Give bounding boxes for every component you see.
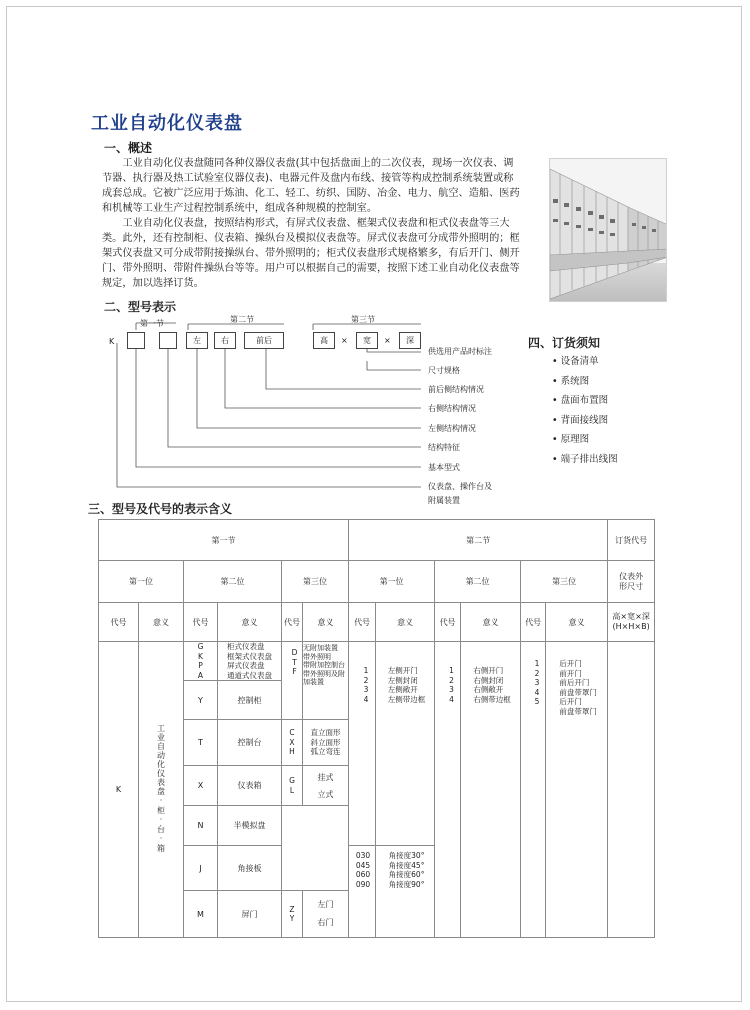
col-meaning: 意义 bbox=[139, 603, 184, 642]
model-box-left: 左 bbox=[186, 332, 208, 349]
note-structure: 结构特征 bbox=[428, 443, 460, 452]
note-optional-mark: 供选用产品时标注 bbox=[428, 347, 492, 356]
order-list bbox=[552, 352, 618, 469]
back-side-codes: 1 2 3 4 5 bbox=[534, 659, 540, 706]
col-code: 代号 bbox=[521, 603, 546, 642]
order-item: • 盘面布置图 bbox=[552, 391, 618, 411]
code-x-meaning: 仪表箱 bbox=[218, 766, 282, 806]
code-k-meaning bbox=[139, 642, 184, 938]
order-item: • 设备清单 bbox=[552, 352, 618, 372]
col-meaning: 意义 bbox=[376, 603, 435, 642]
col-code: 代号 bbox=[282, 603, 303, 642]
cxh-meanings: 直立面形 斜立面形 弧立弯连 bbox=[310, 728, 341, 757]
gkpa-meanings: 柜式仪表盘 框架式仪表盘 屏式仪表盘 通道式仪表盘 bbox=[227, 642, 272, 680]
right-side-codes: 1 2 3 4 bbox=[449, 666, 454, 704]
code-n: N bbox=[184, 806, 218, 846]
col-code: 代号 bbox=[99, 603, 139, 642]
col-meaning: 意义 bbox=[218, 603, 282, 642]
empty-cell bbox=[282, 806, 349, 891]
dtf-meanings: 无附加装置 带外照明 带附加控制台 带外照明及附加装置 bbox=[303, 644, 345, 686]
group-label-3: 第三节 bbox=[351, 315, 375, 324]
left-side-meanings: 左侧开门 左侧封闭 左侧敞开 左侧带边框 bbox=[387, 666, 426, 704]
section-model-heading: 二、型号表示 bbox=[104, 300, 177, 314]
order-item: • 系统图 bbox=[552, 372, 618, 392]
model-box-width: 宽 bbox=[356, 332, 378, 349]
col-code: 代号 bbox=[184, 603, 218, 642]
note-left: 左侧结构情况 bbox=[428, 424, 476, 433]
zy-right-door: 右门 bbox=[317, 918, 334, 927]
code-x: X bbox=[184, 766, 218, 806]
code-y: Y bbox=[184, 681, 218, 720]
back-side-meanings: 后开门 前开门 前后开门 前盘带罩门 后开门 前盘带罩门 bbox=[559, 659, 597, 716]
angle-codes: 030 045 060 090 bbox=[355, 851, 371, 889]
model-prefix: K bbox=[109, 337, 115, 346]
page-title: 工业自动化仪表盘 bbox=[91, 113, 243, 134]
code-table bbox=[98, 519, 655, 938]
code-m: M bbox=[184, 891, 218, 938]
group-label-1: 第一节 bbox=[140, 319, 164, 328]
code-t: T bbox=[184, 720, 218, 766]
zy-codes: Z Y bbox=[289, 904, 295, 923]
code-t-meaning: 控制台 bbox=[218, 720, 282, 766]
note-basic-type: 基本型式 bbox=[428, 463, 460, 472]
gkpa-codes: G K P A bbox=[197, 642, 204, 680]
col-meaning: 意义 bbox=[546, 603, 608, 642]
code-j: J bbox=[184, 846, 218, 891]
header-order-code: 订货代号 bbox=[608, 520, 655, 561]
gl-codes: G L bbox=[289, 776, 295, 795]
note-accessories: 附属装置 bbox=[428, 496, 460, 505]
code-k: K bbox=[99, 642, 139, 938]
model-box-height: 高 bbox=[313, 332, 335, 349]
model-box-depth: 深 bbox=[399, 332, 421, 349]
model-box-right: 右 bbox=[214, 332, 236, 349]
code-k-meaning-text: 工业自动化仪表盘·柜·台·箱 bbox=[156, 724, 166, 853]
overview-paragraph-1: 工业自动化仪表盘随同各种仪器仪表盘(其中包括盘面上的二次仪表，现场一次仪表、调节器、执行器及热工试验室仪器仪表)、电器元件及盘内布线、接管等构成控制系统装置或称成套总成。它被广泛应用于炼油、化工、轻工、纺织、国防、冶金、电力、航空、造船、医药和机械等工业生产过程控制系统中，组成各种规模的控制室。 bbox=[102, 158, 520, 214]
times-sign-1: × bbox=[341, 336, 348, 345]
code-j-meaning: 角接板 bbox=[218, 846, 282, 891]
note-right: 右侧结构情况 bbox=[428, 404, 476, 413]
left-side-codes: 1 2 3 4 bbox=[363, 666, 369, 704]
col-code: 代号 bbox=[349, 603, 376, 642]
header-section-2: 第二节 bbox=[349, 520, 608, 561]
header-s1-pos2: 第二位 bbox=[184, 561, 282, 603]
right-side-meanings: 右侧开门 右侧封闭 右侧敞开 右侧带边框 bbox=[473, 666, 511, 704]
model-box-front-back: 前后 bbox=[244, 332, 284, 349]
section-code-heading: 三、型号及代号的表示含义 bbox=[88, 502, 233, 516]
cxh-codes: C X H bbox=[289, 728, 295, 757]
dtf-codes: D T F bbox=[291, 648, 298, 676]
section-order-heading: 四、订货须知 bbox=[528, 336, 601, 350]
col-meaning: 意义 bbox=[461, 603, 521, 642]
code-n-meaning: 半模拟盘 bbox=[218, 806, 282, 846]
col-size-formula: 高×宽×深(H×H×B) bbox=[608, 603, 655, 642]
times-sign-2: × bbox=[384, 336, 391, 345]
code-y-meaning: 控制柜 bbox=[218, 681, 282, 720]
order-item: • 原理图 bbox=[552, 430, 618, 450]
gl-hanging: 挂式 bbox=[317, 772, 334, 782]
order-item: • 端子排出线图 bbox=[552, 450, 618, 470]
header-size: 仪表外形尺寸 bbox=[608, 561, 655, 603]
angle-meanings: 角接度30° 角接度45° 角接度60° 角接度90° bbox=[388, 851, 425, 889]
gl-standing: 立式 bbox=[317, 789, 334, 799]
note-panel-devices: 仪表盘、操作台及 bbox=[428, 482, 492, 491]
header-s2-pos1: 第一位 bbox=[349, 561, 435, 603]
section-overview-heading: 一、概述 bbox=[104, 141, 153, 155]
col-code: 代号 bbox=[435, 603, 461, 642]
note-size: 尺寸规格 bbox=[428, 366, 460, 375]
overview-paragraph-2: 工业自动化仪表盘，按照结构形式，有屏式仪表盘、框架式仪表盘和柜式仪表盘等三大类。此外，还有控制柜、仪表箱、操纵台及模拟仪表盘等。屏式仪表盘可分成带外照明的；框架式仪表盘又可分成带附接操纵台、带外照明的；柜式仪表盘形式规格繁多，有后开门、侧开门、带外照明、带附件操纵台等等。用户可以根据自己的需要，按照下述工业自动化仪表盘等规定，加以选择订货。 bbox=[102, 218, 520, 289]
col-meaning: 意义 bbox=[303, 603, 349, 642]
code-m-meaning: 屏门 bbox=[218, 891, 282, 938]
note-front-back: 前后侧结构情况 bbox=[428, 385, 484, 394]
group-label-2: 第二节 bbox=[230, 315, 254, 324]
header-s2-pos2: 第二位 bbox=[435, 561, 521, 603]
header-s1-pos1: 第一位 bbox=[99, 561, 184, 603]
size-empty-cell bbox=[608, 642, 655, 938]
header-s1-pos3: 第三位 bbox=[282, 561, 349, 603]
zy-left-door: 左门 bbox=[317, 900, 334, 909]
header-s2-pos3: 第三位 bbox=[521, 561, 608, 603]
header-section-1: 第一节 bbox=[99, 520, 349, 561]
order-item: • 背面接线图 bbox=[552, 411, 618, 431]
